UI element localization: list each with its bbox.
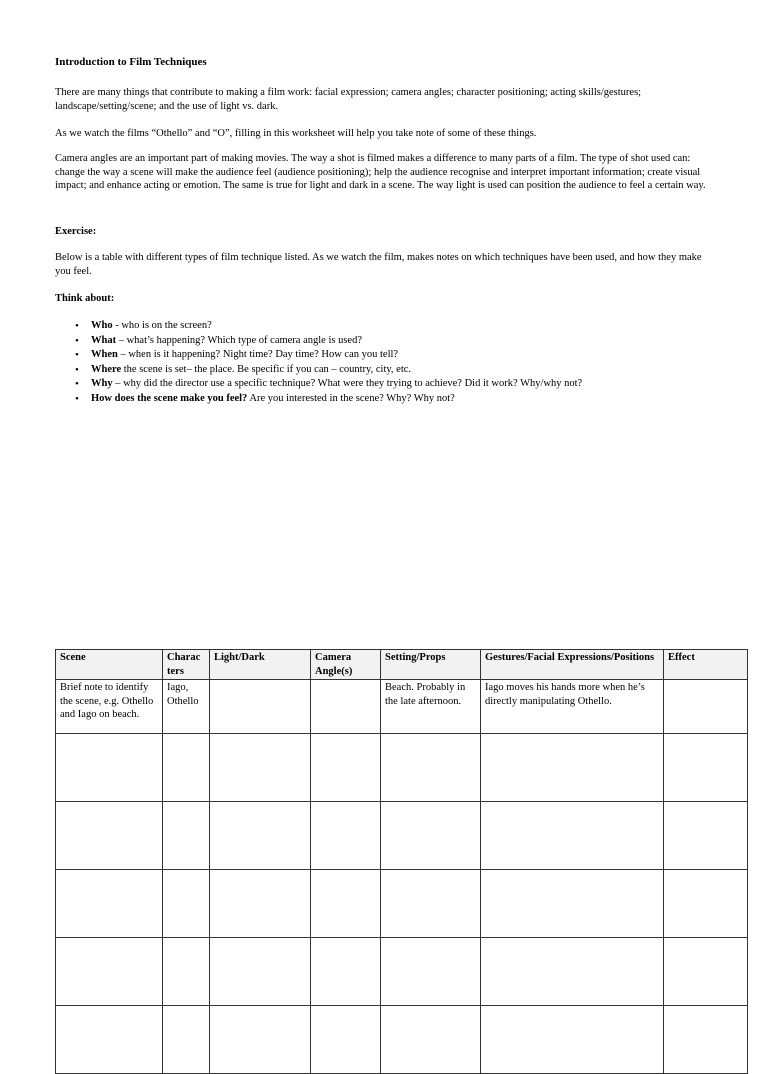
header-setting-props: Setting/Props [381, 650, 481, 680]
list-text: - who is on the screen? [112, 320, 212, 331]
header-camera-angles: Camera Angle(s) [311, 650, 381, 680]
think-about-list [55, 319, 751, 406]
table-row [56, 802, 748, 870]
list-text: – when is it happening? Night time? Day time? How can you tell? [117, 349, 399, 360]
cell-camera-angles[interactable] [311, 870, 381, 938]
cell-gestures[interactable] [481, 870, 664, 938]
cell-scene[interactable] [56, 734, 163, 802]
exercise-heading: Exercise: [55, 226, 97, 237]
list-item-where [91, 363, 751, 378]
cell-scene[interactable] [56, 870, 163, 938]
cell-setting-props[interactable] [381, 1006, 481, 1074]
cell-gestures[interactable] [481, 1006, 664, 1074]
cell-effect[interactable] [664, 938, 748, 1006]
watch-paragraph: As we watch the films “Othello” and “O”, filling in this worksheet will help you take note of some of these things. [55, 128, 537, 139]
list-term: What [91, 334, 117, 346]
list-term: Who [91, 320, 113, 331]
header-light-dark: Light/Dark [210, 650, 311, 680]
cell-camera-angles[interactable] [311, 680, 381, 734]
cell-gestures[interactable]: Iago moves his hands more when he’s directly manipulating Othello. [481, 680, 664, 734]
list-text: – why did the director use a specific technique? What were they trying to achieve? Did it work? Why/why not? [112, 378, 583, 389]
cell-light-dark[interactable] [210, 802, 311, 870]
table-row [56, 870, 748, 938]
cell-characters[interactable] [163, 802, 210, 870]
cell-setting-props[interactable] [381, 734, 481, 802]
cell-gestures[interactable] [481, 734, 664, 802]
cell-gestures[interactable] [481, 802, 664, 870]
list-item-who [91, 319, 751, 334]
film-techniques-table [55, 649, 748, 1074]
header-scene: Scene [56, 650, 163, 680]
cell-characters[interactable] [163, 870, 210, 938]
cell-scene[interactable] [56, 802, 163, 870]
exercise-paragraph: Below is a table with different types of film technique listed. As we watch the film, makes notes on which techniques have been used, and how they make you feel. [55, 252, 702, 277]
list-term: Why [91, 378, 113, 389]
cell-effect[interactable] [664, 870, 748, 938]
cell-gestures[interactable] [481, 938, 664, 1006]
cell-effect[interactable] [664, 680, 748, 734]
table-row [56, 1006, 748, 1074]
page-title: Introduction to Film Techniques [55, 56, 207, 68]
cell-light-dark[interactable] [210, 870, 311, 938]
cell-effect[interactable] [664, 734, 748, 802]
cell-camera-angles[interactable] [311, 802, 381, 870]
cell-light-dark[interactable] [210, 680, 311, 734]
list-item-feel [91, 392, 751, 407]
cell-characters[interactable]: Iago, Othello [163, 680, 210, 734]
list-item-why [91, 377, 751, 392]
cell-characters[interactable] [163, 734, 210, 802]
list-term: Where [91, 363, 122, 375]
cell-setting-props[interactable] [381, 802, 481, 870]
table-row-example [56, 680, 748, 734]
list-term: How does the scene make you feel? [91, 392, 248, 404]
cell-characters[interactable] [163, 938, 210, 1006]
cell-effect[interactable] [664, 802, 748, 870]
camera-angles-paragraph: Camera angles are an important part of making movies. The way a shot is filmed makes a difference to many parts of a film. The type of shot used can: change the way a scene will make the audience feel (audience positioning); help the audience recognise and interpret important information; create visual impact; and enhance acting or emotion. The same is true for light and dark in a scene. The way light is used can position the audience to feel a certain way. [55, 153, 706, 191]
cell-scene[interactable]: Brief note to identify the scene, e.g. Othello and Iago on beach. [56, 680, 163, 734]
cell-camera-angles[interactable] [311, 734, 381, 802]
cell-scene[interactable] [56, 938, 163, 1006]
cell-characters[interactable] [163, 1006, 210, 1074]
list-item-what [91, 334, 751, 349]
think-about-heading: Think about: [55, 293, 115, 304]
list-item-when [91, 348, 751, 363]
table-row [56, 734, 748, 802]
cell-setting-props[interactable] [381, 870, 481, 938]
header-gestures: Gestures/Facial Expressions/Positions [481, 650, 664, 680]
list-text: Are you interested in the scene? Why? Why not? [247, 392, 455, 404]
cell-light-dark[interactable] [210, 734, 311, 802]
cell-camera-angles[interactable] [311, 1006, 381, 1074]
list-text: the scene is set– the place. Be specific if you can – country, city, etc. [121, 363, 412, 375]
list-term: When [91, 349, 118, 360]
cell-effect[interactable] [664, 1006, 748, 1074]
header-characters: Charac ters [163, 650, 210, 680]
cell-setting-props[interactable]: Beach. Probably in the late afternoon. [381, 680, 481, 734]
cell-scene[interactable] [56, 1006, 163, 1074]
cell-light-dark[interactable] [210, 1006, 311, 1074]
cell-setting-props[interactable] [381, 938, 481, 1006]
list-text: – what’s happening? Which type of camera angle is used? [116, 334, 362, 346]
header-effect: Effect [664, 650, 748, 680]
intro-paragraph: There are many things that contribute to making a film work: facial expression; camera angles; character positioning; acting skills/gestures; landscape/setting/scene; and the use of light vs. dark. [55, 87, 642, 112]
cell-camera-angles[interactable] [311, 938, 381, 1006]
table-row [56, 938, 748, 1006]
cell-light-dark[interactable] [210, 938, 311, 1006]
table-header-row [56, 650, 748, 680]
